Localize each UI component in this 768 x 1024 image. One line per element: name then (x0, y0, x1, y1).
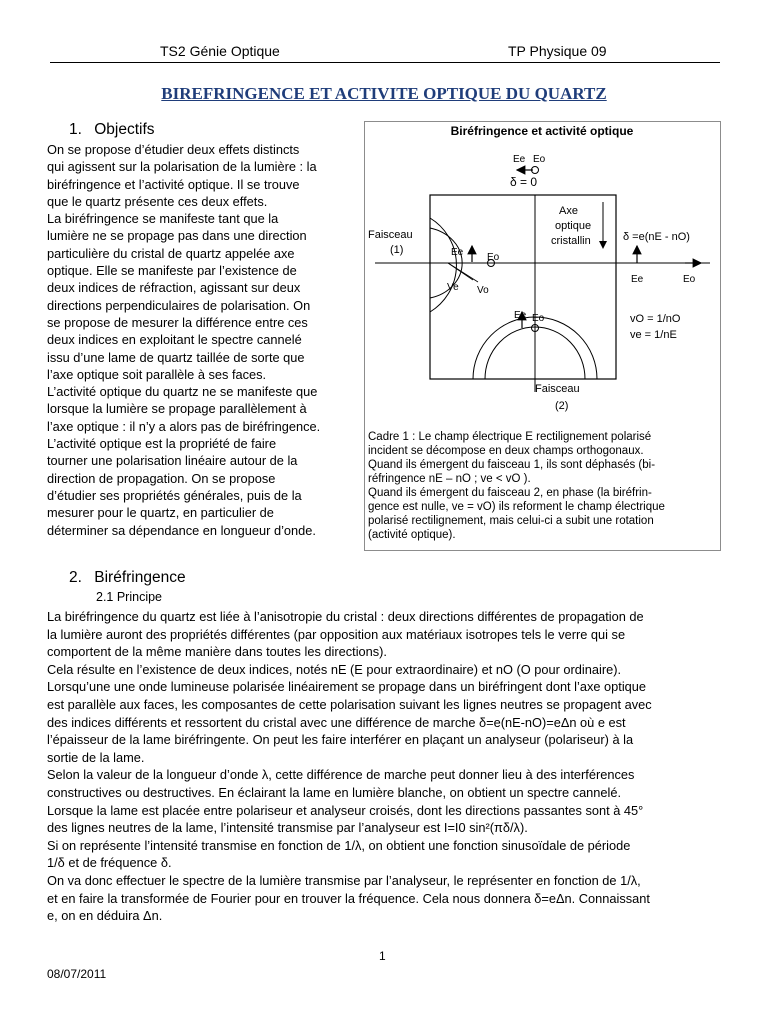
section1-title: Objectifs (94, 121, 155, 138)
section2-line: la lumière auront des propriétés différentes (par opposition aux matériaux isotropes tels le verre qui se (47, 626, 626, 642)
section1-line: particulière du cristal de quartz appelée axe (47, 245, 295, 261)
section1-line: l’axe optique : il n’y a alors pas de biréfringence. (47, 418, 321, 434)
birefringence-figure (364, 121, 721, 551)
axis-label-2: optique (555, 220, 592, 232)
section1-line: L’activité optique est la propriété de faire (47, 436, 277, 452)
section2-line: 1/δ et de fréquence δ. (47, 855, 172, 871)
page-number: 1 (379, 949, 386, 963)
ve-label: Ve (447, 282, 459, 293)
section1-line: mesurer pour le quartz, en particulier de (47, 505, 274, 521)
caption-line: gence est nulle, ve = vO) ils reforment le champ électrique (368, 501, 665, 513)
section1-line: que le quartz présente ces deux effets. (47, 193, 268, 209)
caption-line: Quand ils émergent du faisceau 1, ils sont déphasés (bi- (368, 459, 656, 471)
header-divider (50, 62, 720, 63)
section1-line: biréfringence et l’activité optique. Il se trouve (47, 176, 300, 192)
caption-line: incident se décompose en deux champs orthogonaux. (368, 445, 644, 457)
footer-date: 08/07/2011 (47, 967, 107, 981)
caption-line: réfringence nE – nO ; ve < vO ). (368, 473, 531, 485)
caption-line: (activité optique). (368, 529, 456, 541)
section2-line: Selon la valeur de la longueur d’onde λ, cette différence de marche peut donner lieu à des interférences (47, 767, 635, 783)
axis-label-1: Axe (559, 205, 578, 217)
delta-formula: δ =e(nE - nO) (623, 231, 690, 243)
section2-line: Cela résulte en l’existence de deux indices, notés nE (E pour extraordinaire) et nO (O pour ordinaire). (47, 661, 622, 677)
delta-zero-label: δ = 0 (510, 175, 538, 189)
figure-diagram (365, 122, 720, 550)
section2-line: l’épaisseur de la lame biréfringente. On peut les faire interférer en plaçant un analyseur (polariseur) à la (47, 732, 634, 748)
beam2-label: Faisceau (535, 383, 580, 395)
section1-line: issu d’une lame de quartz taillée de sorte que (47, 349, 305, 365)
eo-label-beam2: Eo (532, 313, 545, 324)
section2-body (47, 608, 717, 925)
section2-line: des indices différents et ressortent du cristal avec une différence de marche δ=e(nE-nO)=eΔn où e est (47, 714, 626, 730)
section2-line: comportent de la même manière dans toutes les directions). (47, 644, 387, 660)
section1-line: tourner une polarisation linéaire autour de la (47, 453, 298, 469)
section2-number: 2. (69, 569, 82, 586)
section1-line: deux indices en exploitant le spectre cannelé (47, 332, 302, 348)
section2-line: Lorsque la lame est placée entre polariseur et analyseur croisés, dont les directions passantes sont à 45° (47, 802, 644, 818)
section2-line: est parallèle aux faces, les composantes de cette polarisation suivant les lignes neutres se propagent avec (47, 696, 652, 712)
figure-caption (368, 431, 665, 541)
page-title: BIREFRINGENCE ET ACTIVITE OPTIQUE DU QUARTZ (161, 84, 607, 103)
section2-line: On va donc effectuer le spectre de la lumière transmise par l’analyseur, le représenter en fonction de 1/λ, (47, 872, 641, 888)
eo-label-exit: Eo (683, 274, 696, 285)
section1-number: 1. (69, 121, 82, 138)
beam1-label: Faisceau (368, 229, 413, 241)
section2-line: constructives ou destructives. En éclairant la lame en lumière blanche, on obtient un spectre cannelé. (47, 784, 622, 800)
section2-line: sortie de la lame. (47, 749, 145, 765)
section1-line: l’axe optique soit parallèle à ses faces. (47, 366, 267, 382)
section1-heading (69, 121, 155, 139)
section1-line: deux indices de réfraction, agissant sur deux (47, 280, 301, 296)
vo-label: Vo (477, 285, 489, 296)
beam1-number: (1) (390, 244, 404, 256)
ee-label-top: Ee (513, 154, 526, 165)
section2-heading (69, 569, 186, 587)
section1-line: On se propose d’étudier deux effets distincts (47, 142, 300, 157)
caption-line: Cadre 1 : Le champ électrique E rectilignement polarisé (368, 431, 652, 443)
section2-line: e, on en déduira Δn. (47, 908, 163, 924)
section1-line: d’étudier ses propriétés générales, puis de la (47, 487, 302, 503)
caption-line: polarisé rectilignement, mais celui-ci a subit une rotation (368, 515, 654, 527)
section1-line: lumière ne se propage pas dans une direction (47, 228, 307, 244)
wavefront-vo (430, 218, 456, 312)
section1-line: déterminer sa dépendance en longueur d’onde. (47, 522, 316, 538)
eo-label-beam1: Eo (487, 252, 500, 263)
vo-pointer (448, 263, 478, 282)
ee-label-beam2: Ee (514, 310, 527, 321)
section2-line: La biréfringence du quartz est liée à l’anisotropie du cristal : deux directions différentes de propagation de (47, 609, 644, 624)
figure-title: Biréfringence et activité optique (450, 124, 634, 138)
section2-line: des lignes neutres de la lame, l’intensité transmise par l’analyseur est I=I0 sin²(πδ/λ). (47, 820, 528, 836)
section1-line: se propose de mesurer la différence entre ces (47, 314, 308, 330)
section2-title: Biréfringence (94, 569, 186, 586)
section1-line: qui agissent sur la polarisation de la lumière : la (47, 159, 317, 175)
section2-line: et en faire la transformée de Fourier pour en trouver la fréquence. Cela nous donnera δ=eΔn. Connaissant (47, 890, 650, 906)
eo-label-top: Eo (533, 154, 546, 165)
section1-line: direction de propagation. On se propose (47, 470, 276, 486)
section1-line: lorsque la lumière se propage parallèlement à (47, 401, 307, 417)
section1-line: optique. Elle se manifeste par l’existence de (47, 263, 297, 279)
section1-body (47, 141, 352, 539)
section2-subheading: 2.1 Principe (96, 590, 163, 604)
header-right: TP Physique 09 (508, 43, 607, 59)
caption-line: Quand ils émergent du faisceau 2, en phase (la biréfrin- (368, 487, 652, 499)
ee-label-beam1: Ee (451, 247, 464, 258)
ee-label-exit: Ee (631, 274, 644, 285)
axis-label-3: cristallin (551, 235, 591, 247)
ve-equation: ve = 1/nE (630, 329, 677, 341)
header-left: TS2 Génie Optique (160, 43, 280, 59)
section2-line: Lorsqu’une une onde lumineuse polarisée linéairement se propage dans un biréfringent dont l’axe optique (47, 679, 647, 695)
section1-line: La biréfringence se manifeste tant que la (47, 211, 279, 227)
section2-line: Si on représente l’intensité transmise en fonction de 1/λ, on obtient une fonction sinusoïdale de période (47, 837, 631, 853)
section1-line: directions perpendiculaires de polarisation. On (47, 297, 311, 313)
beam2-number: (2) (555, 400, 569, 412)
section1-line: L’activité optique du quartz ne se manifeste que (47, 384, 318, 400)
vo-equation: vO = 1/nO (630, 313, 681, 325)
